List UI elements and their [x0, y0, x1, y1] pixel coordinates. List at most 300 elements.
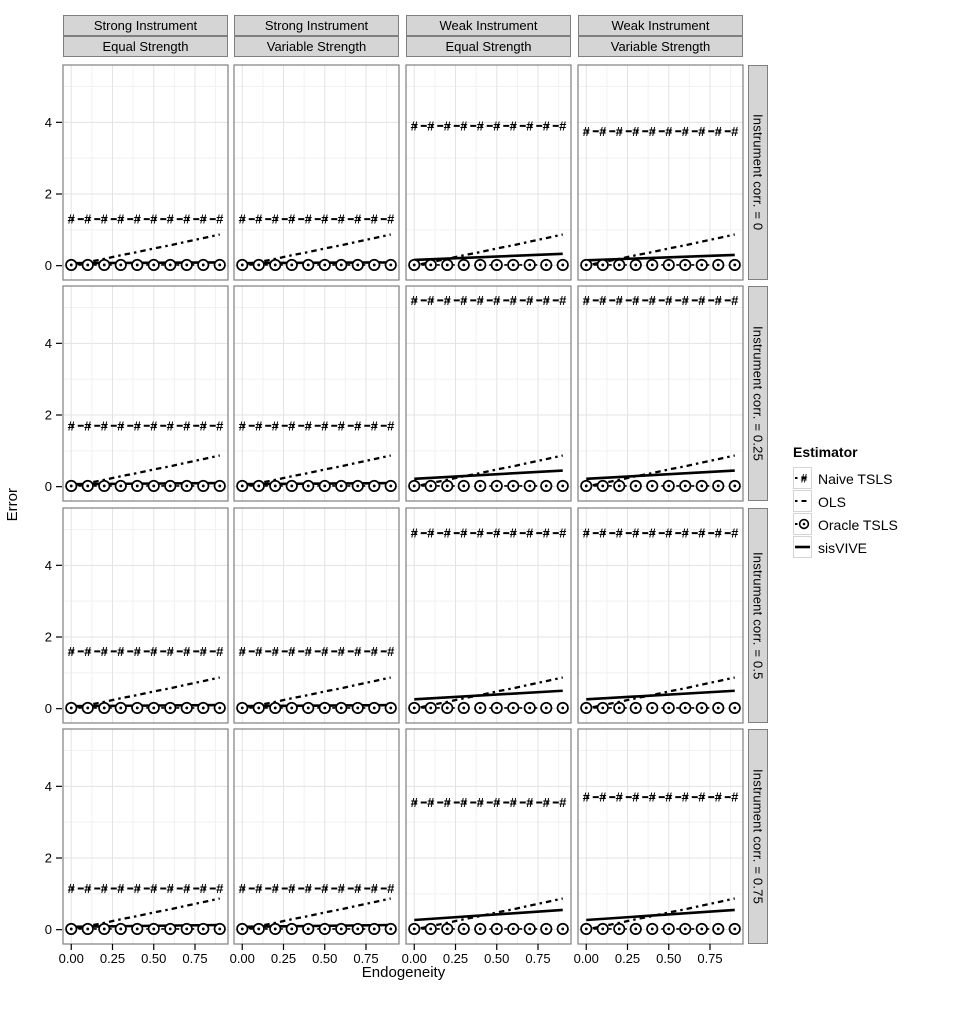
marker-naive-hash: #	[321, 880, 329, 896]
marker-naive-hash: #	[150, 643, 158, 659]
marker-naive-hash: #	[410, 118, 418, 134]
marker-naive-hash: #	[304, 643, 312, 659]
marker-naive-hash: #	[255, 643, 263, 659]
marker-naive-hash: #	[427, 292, 435, 308]
marker-oracle-dot	[733, 928, 736, 931]
marker-oracle-dot	[684, 928, 687, 931]
marker-oracle-dot	[700, 928, 703, 931]
marker-oracle-dot	[585, 264, 588, 267]
panel-row1-col3	[578, 286, 743, 501]
marker-naive-hash: #	[665, 123, 673, 139]
marker-oracle-dot	[528, 707, 531, 710]
marker-naive-hash: #	[582, 123, 590, 139]
marker-oracle-dot	[717, 707, 720, 710]
marker-oracle-dot	[684, 264, 687, 267]
panel-background	[63, 286, 228, 501]
marker-naive-hash: #	[648, 789, 656, 805]
marker-oracle-dot	[70, 928, 73, 931]
marker-oracle-dot	[446, 707, 449, 710]
marker-naive-hash: #	[410, 292, 418, 308]
marker-naive-hash: #	[288, 211, 296, 227]
marker-oracle-dot	[274, 264, 277, 267]
marker-oracle-dot	[257, 485, 260, 488]
marker-naive-hash: #	[183, 880, 191, 896]
marker-naive-hash: #	[427, 118, 435, 134]
marker-naive-hash: #	[599, 292, 607, 308]
marker-oracle-dot	[136, 928, 139, 931]
marker-naive-hash: #	[337, 418, 345, 434]
marker-naive-hash: #	[288, 880, 296, 896]
marker-oracle-dot	[561, 928, 564, 931]
marker-naive-hash: #	[714, 123, 722, 139]
x-tick-label: 0.50	[656, 951, 682, 966]
panel-row3-col1	[234, 729, 399, 944]
marker-naive-hash: #	[648, 292, 656, 308]
marker-naive-hash: #	[321, 211, 329, 227]
panel-background	[578, 286, 743, 501]
panel-row2-col2	[406, 508, 571, 723]
marker-oracle-dot	[651, 264, 654, 267]
marker-oracle-dot	[136, 707, 139, 710]
panel-row0-col0	[63, 65, 228, 280]
panel-row1-col2	[406, 286, 571, 501]
marker-oracle-dot	[479, 928, 482, 931]
marker-naive-hash: #	[238, 643, 246, 659]
marker-oracle-dot	[651, 928, 654, 931]
col-strip-top-0: Strong Instrument	[63, 15, 228, 36]
marker-naive-hash: #	[731, 525, 739, 541]
marker-oracle-dot	[462, 264, 465, 267]
panel-row2-col1	[234, 508, 399, 723]
marker-naive-hash: #	[698, 292, 706, 308]
marker-oracle-dot	[103, 928, 106, 931]
marker-oracle-dot	[70, 485, 73, 488]
marker-oracle-dot	[340, 928, 343, 931]
series-sisvive	[71, 483, 220, 484]
marker-oracle-dot	[528, 928, 531, 931]
row-strip-label: Instrument corr. = 0.75	[750, 768, 766, 905]
legend-title: Estimator	[793, 444, 858, 460]
marker-oracle-dot	[356, 264, 359, 267]
y-tick-label: 2	[44, 629, 52, 645]
marker-oracle-dot	[601, 485, 604, 488]
marker-naive-hash: #	[410, 525, 418, 541]
marker-oracle-dot	[185, 264, 188, 267]
marker-naive-hash: #	[67, 643, 75, 659]
marker-oracle-dot	[413, 485, 416, 488]
marker-naive-hash: #	[183, 643, 191, 659]
marker-naive-hash: #	[150, 211, 158, 227]
marker-naive-hash: #	[117, 211, 125, 227]
marker-naive-hash: #	[731, 292, 739, 308]
y-tick-label: 2	[44, 850, 52, 866]
marker-naive-hash: #	[582, 292, 590, 308]
legend-item-sisvive	[793, 536, 898, 559]
marker-naive-hash: #	[117, 418, 125, 434]
x-tick-label: 0.00	[573, 951, 599, 966]
marker-naive-hash: #	[271, 418, 279, 434]
marker-oracle-dot	[290, 485, 293, 488]
marker-oracle-dot	[512, 707, 515, 710]
marker-oracle-dot	[323, 485, 326, 488]
marker-oracle-dot	[733, 707, 736, 710]
marker-oracle-dot	[307, 485, 310, 488]
marker-naive-hash: #	[133, 880, 141, 896]
marker-naive-hash: #	[410, 794, 418, 810]
panel-row0-col1	[234, 65, 399, 280]
marker-oracle-dot	[462, 928, 465, 931]
marker-oracle-dot	[202, 707, 205, 710]
row-strip-3	[748, 729, 768, 944]
y-tick-label: 4	[44, 557, 52, 573]
marker-naive-hash: #	[476, 525, 484, 541]
marker-oracle-dot	[274, 707, 277, 710]
y-tick-label: 2	[44, 407, 52, 423]
x-tick-label: 0.25	[270, 951, 297, 966]
marker-oracle-dot	[585, 485, 588, 488]
x-axis-title: Endogeneity	[361, 964, 446, 981]
marker-naive-hash: #	[387, 418, 395, 434]
marker-oracle-dot	[389, 707, 392, 710]
marker-naive-hash: #	[615, 292, 623, 308]
col-strip-bottom-2: Equal Strength	[406, 36, 571, 57]
panel-background	[406, 65, 571, 280]
marker-oracle-dot	[152, 707, 155, 710]
marker-naive-hash: #	[100, 880, 108, 896]
marker-oracle-dot	[389, 928, 392, 931]
marker-naive-hash: #	[443, 525, 451, 541]
marker-oracle-dot	[585, 707, 588, 710]
marker-naive-hash: #	[443, 292, 451, 308]
marker-oracle-dot	[103, 264, 106, 267]
marker-naive-hash: #	[460, 118, 468, 134]
marker-oracle-dot	[601, 707, 604, 710]
marker-oracle-dot	[241, 707, 244, 710]
legend-key-hash-marker: #	[800, 471, 808, 486]
marker-oracle-dot	[86, 707, 89, 710]
marker-naive-hash: #	[599, 123, 607, 139]
marker-oracle-dot	[86, 264, 89, 267]
marker-naive-hash: #	[599, 789, 607, 805]
marker-naive-hash: #	[288, 643, 296, 659]
y-tick-label: 0	[44, 258, 52, 274]
marker-naive-hash: #	[615, 789, 623, 805]
series-sisvive	[242, 925, 391, 927]
marker-naive-hash: #	[271, 211, 279, 227]
marker-oracle-dot	[373, 707, 376, 710]
marker-naive-hash: #	[731, 789, 739, 805]
marker-naive-hash: #	[681, 292, 689, 308]
legend-item-naive-tsls	[793, 467, 898, 490]
marker-naive-hash: #	[370, 211, 378, 227]
marker-oracle-dot	[651, 485, 654, 488]
marker-naive-hash: #	[288, 418, 296, 434]
marker-naive-hash: #	[582, 525, 590, 541]
marker-oracle-dot	[717, 928, 720, 931]
marker-oracle-dot	[323, 707, 326, 710]
marker-oracle-dot	[389, 485, 392, 488]
marker-naive-hash: #	[67, 880, 75, 896]
marker-oracle-dot	[634, 485, 637, 488]
marker-oracle-dot	[202, 485, 205, 488]
marker-oracle-dot	[152, 485, 155, 488]
marker-oracle-dot	[290, 707, 293, 710]
marker-naive-hash: #	[271, 880, 279, 896]
marker-oracle-dot	[389, 264, 392, 267]
col-strip-bottom-1: Variable Strength	[234, 36, 399, 57]
marker-naive-hash: #	[443, 118, 451, 134]
series-sisvive	[71, 262, 220, 263]
marker-oracle-dot	[446, 485, 449, 488]
marker-oracle-dot	[274, 928, 277, 931]
marker-naive-hash: #	[509, 525, 517, 541]
marker-naive-hash: #	[370, 418, 378, 434]
marker-naive-hash: #	[542, 118, 550, 134]
marker-oracle-dot	[684, 485, 687, 488]
marker-oracle-dot	[462, 707, 465, 710]
marker-oracle-dot	[545, 485, 548, 488]
marker-oracle-dot	[86, 485, 89, 488]
marker-oracle-dot	[373, 485, 376, 488]
y-tick-label: 4	[44, 335, 52, 351]
marker-naive-hash: #	[354, 211, 362, 227]
marker-naive-hash: #	[427, 525, 435, 541]
legend-key-icon	[793, 536, 812, 558]
x-tick-label: 0.00	[401, 951, 427, 966]
marker-oracle-dot	[274, 485, 277, 488]
marker-oracle-dot	[634, 928, 637, 931]
x-tick-label: 0.75	[353, 951, 379, 966]
marker-oracle-dot	[185, 928, 188, 931]
marker-naive-hash: #	[67, 418, 75, 434]
marker-naive-hash: #	[321, 418, 329, 434]
legend-key-glyph	[794, 468, 811, 488]
marker-oracle-dot	[667, 707, 670, 710]
legend-items	[793, 467, 898, 559]
marker-naive-hash: #	[133, 643, 141, 659]
marker-oracle-dot	[700, 707, 703, 710]
legend-item-oracle-tsls	[793, 513, 898, 536]
marker-oracle-dot	[307, 928, 310, 931]
marker-oracle-dot	[479, 707, 482, 710]
marker-naive-hash: #	[238, 880, 246, 896]
marker-oracle-dot	[413, 264, 416, 267]
marker-oracle-dot	[585, 928, 588, 931]
marker-oracle-dot	[667, 928, 670, 931]
marker-oracle-dot	[241, 264, 244, 267]
marker-naive-hash: #	[615, 525, 623, 541]
marker-naive-hash: #	[166, 418, 174, 434]
marker-oracle-dot	[373, 928, 376, 931]
marker-naive-hash: #	[632, 123, 640, 139]
marker-naive-hash: #	[100, 643, 108, 659]
x-tick-label: 0.75	[697, 951, 723, 966]
x-tick-label: 0.75	[525, 951, 551, 966]
marker-naive-hash: #	[304, 880, 312, 896]
marker-naive-hash: #	[476, 794, 484, 810]
marker-naive-hash: #	[526, 292, 534, 308]
marker-oracle-dot	[119, 707, 122, 710]
marker-oracle-dot	[618, 707, 621, 710]
y-axis-title	[2, 65, 22, 944]
marker-oracle-dot	[429, 264, 432, 267]
marker-oracle-dot	[70, 707, 73, 710]
marker-oracle-dot	[290, 928, 293, 931]
marker-oracle-dot	[512, 485, 515, 488]
marker-naive-hash: #	[216, 880, 224, 896]
series-sisvive	[71, 925, 220, 927]
marker-oracle-dot	[86, 928, 89, 931]
marker-oracle-dot	[634, 707, 637, 710]
marker-naive-hash: #	[166, 643, 174, 659]
marker-naive-hash: #	[632, 292, 640, 308]
marker-naive-hash: #	[698, 525, 706, 541]
legend-key-icon	[793, 490, 812, 512]
legend-item-label: Oracle TSLS	[818, 516, 898, 533]
marker-naive-hash: #	[183, 418, 191, 434]
marker-oracle-dot	[340, 707, 343, 710]
marker-naive-hash: #	[648, 525, 656, 541]
marker-oracle-dot	[528, 264, 531, 267]
marker-oracle-dot	[733, 485, 736, 488]
marker-naive-hash: #	[493, 794, 501, 810]
marker-naive-hash: #	[443, 794, 451, 810]
marker-oracle-dot	[169, 928, 172, 931]
marker-naive-hash: #	[714, 292, 722, 308]
marker-naive-hash: #	[216, 211, 224, 227]
panel-background	[63, 65, 228, 280]
marker-oracle-dot	[202, 264, 205, 267]
marker-naive-hash: #	[216, 418, 224, 434]
marker-oracle-dot	[561, 264, 564, 267]
marker-naive-hash: #	[100, 211, 108, 227]
x-tick-label: 0.00	[58, 951, 84, 966]
panel-row2-col3	[578, 508, 743, 723]
marker-naive-hash: #	[216, 643, 224, 659]
marker-oracle-dot	[218, 264, 221, 267]
row-strip-0	[748, 65, 768, 280]
marker-naive-hash: #	[665, 525, 673, 541]
marker-naive-hash: #	[559, 525, 567, 541]
marker-naive-hash: #	[698, 123, 706, 139]
panel-row0-col2	[406, 65, 571, 280]
marker-naive-hash: #	[460, 525, 468, 541]
marker-naive-hash: #	[199, 880, 207, 896]
marker-naive-hash: #	[370, 643, 378, 659]
marker-naive-hash: #	[304, 211, 312, 227]
marker-naive-hash: #	[117, 643, 125, 659]
legend-key-icon	[793, 467, 812, 489]
marker-naive-hash: #	[476, 118, 484, 134]
row-strip-1	[748, 286, 768, 501]
marker-naive-hash: #	[493, 292, 501, 308]
col-strip-bottom-3: Variable Strength	[578, 36, 743, 57]
marker-oracle-dot	[257, 928, 260, 931]
marker-oracle-dot	[307, 707, 310, 710]
row-strip-2	[748, 508, 768, 723]
marker-naive-hash: #	[84, 418, 92, 434]
row-strip-label: Instrument corr. = 0.25	[750, 325, 766, 462]
marker-naive-hash: #	[183, 211, 191, 227]
panel-background	[234, 508, 399, 723]
x-tick-label: 0.25	[614, 951, 641, 966]
marker-oracle-dot	[136, 485, 139, 488]
marker-naive-hash: #	[542, 794, 550, 810]
marker-oracle-dot	[152, 928, 155, 931]
marker-oracle-dot	[667, 264, 670, 267]
x-tick-label: 0.75	[182, 951, 208, 966]
marker-naive-hash: #	[133, 211, 141, 227]
marker-oracle-dot	[429, 928, 432, 931]
marker-oracle-dot	[218, 707, 221, 710]
panel-background	[234, 286, 399, 501]
marker-oracle-dot	[634, 264, 637, 267]
marker-oracle-dot	[528, 485, 531, 488]
marker-naive-hash: #	[304, 418, 312, 434]
marker-oracle-dot	[103, 485, 106, 488]
marker-naive-hash: #	[84, 211, 92, 227]
marker-oracle-dot	[717, 264, 720, 267]
marker-naive-hash: #	[714, 525, 722, 541]
marker-oracle-dot	[218, 928, 221, 931]
panel-background	[63, 508, 228, 723]
marker-oracle-dot	[651, 707, 654, 710]
marker-oracle-dot	[185, 485, 188, 488]
y-axis-title-text: Error	[3, 487, 21, 522]
marker-oracle-dot	[495, 928, 498, 931]
marker-oracle-dot	[512, 928, 515, 931]
panel-row3-col0	[63, 729, 228, 944]
marker-naive-hash: #	[199, 643, 207, 659]
panel-row2-col0	[63, 508, 228, 723]
marker-naive-hash: #	[255, 418, 263, 434]
y-tick-label: 0	[44, 479, 52, 495]
marker-oracle-dot	[561, 485, 564, 488]
marker-oracle-dot	[103, 707, 106, 710]
marker-oracle-dot	[733, 264, 736, 267]
marker-oracle-dot	[241, 485, 244, 488]
col-strip-top-2: Weak Instrument	[406, 15, 571, 36]
marker-naive-hash: #	[337, 880, 345, 896]
panel-background	[578, 65, 743, 280]
series-sisvive	[71, 705, 220, 706]
marker-naive-hash: #	[681, 123, 689, 139]
legend-key-glyph	[794, 514, 811, 534]
marker-naive-hash: #	[387, 211, 395, 227]
marker-oracle-dot	[667, 485, 670, 488]
marker-oracle-dot	[512, 264, 515, 267]
marker-oracle-dot	[495, 485, 498, 488]
marker-naive-hash: #	[681, 525, 689, 541]
series-sisvive	[242, 483, 391, 484]
y-tick-label: 0	[44, 922, 52, 938]
marker-naive-hash: #	[599, 525, 607, 541]
panel-row1-col1	[234, 286, 399, 501]
marker-oracle-dot	[700, 485, 703, 488]
marker-oracle-dot	[340, 264, 343, 267]
marker-oracle-dot	[495, 264, 498, 267]
marker-naive-hash: #	[714, 789, 722, 805]
marker-oracle-dot	[340, 485, 343, 488]
marker-oracle-dot	[152, 264, 155, 267]
marker-naive-hash: #	[698, 789, 706, 805]
marker-oracle-dot	[356, 485, 359, 488]
marker-oracle-dot	[169, 707, 172, 710]
marker-oracle-dot	[373, 264, 376, 267]
marker-naive-hash: #	[150, 418, 158, 434]
panel-background	[234, 65, 399, 280]
marker-oracle-dot	[169, 485, 172, 488]
